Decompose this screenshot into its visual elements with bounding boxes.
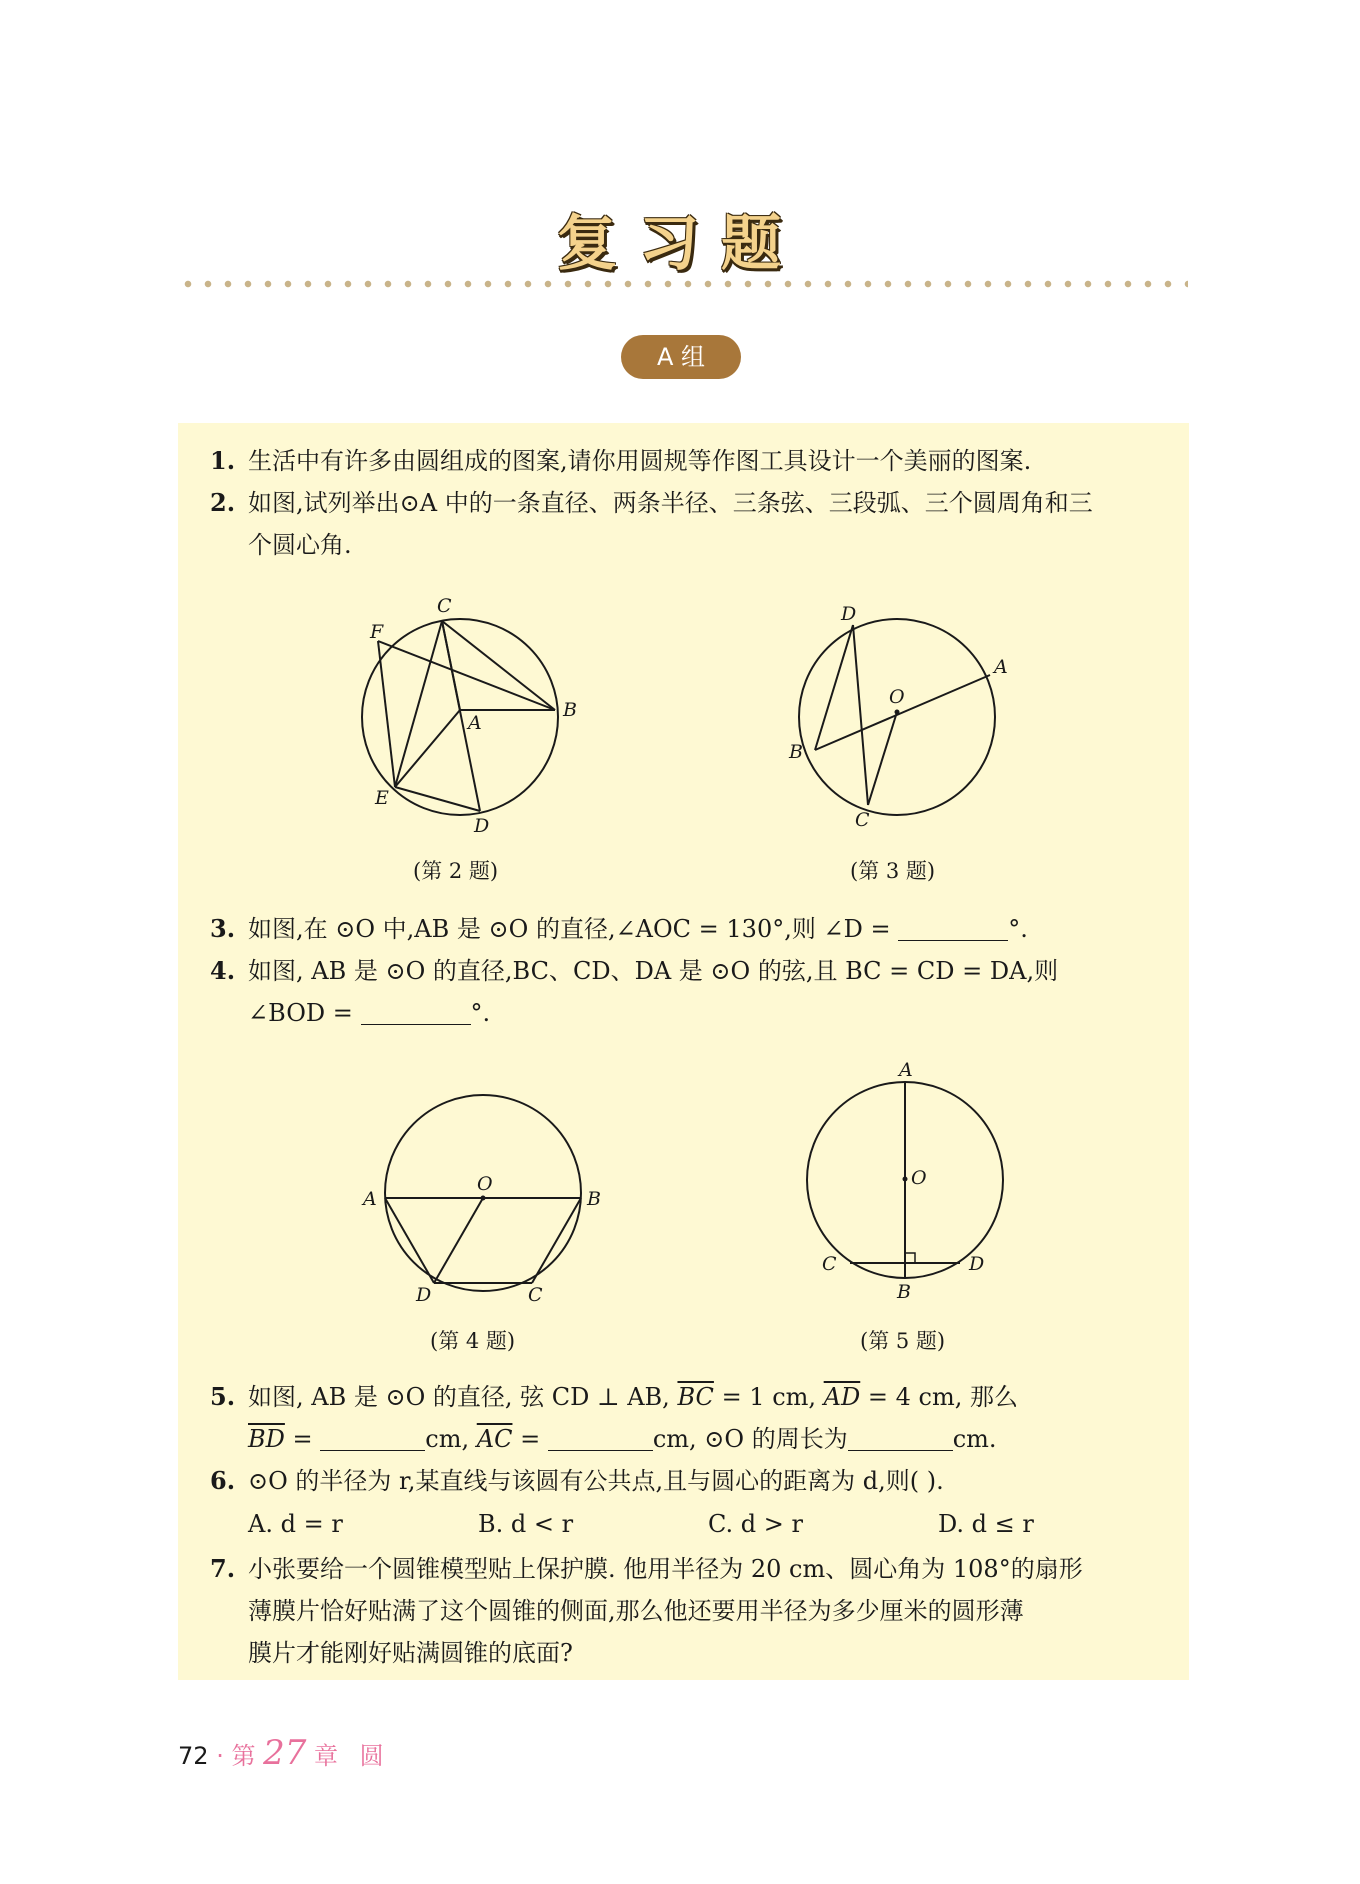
question-text-line2: 个圆心角. — [248, 531, 352, 559]
option-b[interactable]: B. d < r — [478, 1510, 574, 1538]
answer-blank[interactable] — [320, 1424, 425, 1451]
point-label: A — [468, 712, 482, 734]
center-point — [903, 1177, 908, 1182]
figure-5-caption: (第 5 题) — [860, 1329, 946, 1353]
answer-blank[interactable] — [848, 1424, 953, 1451]
answer-blank[interactable] — [548, 1424, 653, 1451]
question-text-line2: ∠BOD = — [248, 999, 353, 1027]
figure-3-caption: (第 3 题) — [850, 859, 936, 883]
question-suffix: °. — [1008, 915, 1028, 943]
question-text-line1: 如图,试列举出⊙A 中的一条直径、两条半径、三条弦、三段弧、三个圆周角和三 — [248, 489, 1093, 517]
arc-ad: $\overline{AD}$ — [823, 1383, 861, 1411]
figure-4-diagram — [355, 1085, 615, 1310]
question-number: 5. — [210, 1382, 236, 1411]
question-3 — [210, 908, 1170, 950]
question-text: 如图,在 ⊙O 中,AB 是 ⊙O 的直径,∠AOC = 130°,则 ∠D = — [248, 915, 891, 943]
figure-3-lines — [815, 625, 990, 805]
chapter-number: 27 — [263, 1733, 307, 1773]
point-label: D — [969, 1253, 985, 1275]
question-number: 3. — [210, 914, 236, 943]
point-label: D — [416, 1284, 432, 1306]
figure-4-caption: (第 4 题) — [430, 1329, 516, 1353]
point-label: C — [528, 1284, 543, 1306]
chapter-suffix: 章 — [314, 1742, 339, 1770]
page-title: 复习题 — [557, 209, 803, 279]
question-text: 生活中有许多由圆组成的图案,请你用圆规等作图工具设计一个美丽的图案. — [248, 447, 1032, 475]
question-text-line1: 如图, AB 是 ⊙O 的直径, 弦 CD ⊥ AB, — [248, 1383, 670, 1411]
point-label: C — [822, 1253, 837, 1275]
page-footer — [178, 1733, 384, 1773]
question-5 — [210, 1376, 1170, 1460]
question-number: 6. — [210, 1466, 236, 1495]
point-label: O — [477, 1173, 493, 1195]
question-text: = 1 cm, — [721, 1383, 817, 1411]
figure-5-diagram — [805, 1055, 1030, 1310]
question-text-line1: 如图, AB 是 ⊙O 的直径,BC、CD、DA 是 ⊙O 的弦,且 BC = CD = DA,则 — [248, 957, 1059, 985]
dotted-divider — [178, 280, 1188, 288]
point-label: B — [587, 1188, 601, 1210]
answer-blank[interactable] — [361, 998, 471, 1025]
arc-ac: $\overline{AC}$ — [476, 1425, 513, 1453]
question-number: 7. — [210, 1554, 236, 1583]
question-6 — [210, 1460, 1170, 1502]
question-text: ⊙O 的半径为 r,某直线与该圆有公共点,且与圆心的距离为 d,则( ). — [248, 1467, 944, 1495]
arc-bc: $\overline{BC}$ — [677, 1383, 714, 1411]
question-text-line2: 薄膜片恰好贴满了这个圆锥的侧面,那么他还要用半径为多少厘米的圆形薄 — [248, 1597, 1024, 1625]
point-label: A — [994, 656, 1008, 678]
question-2 — [210, 482, 1170, 566]
point-label: O — [911, 1167, 927, 1189]
point-label: C — [437, 595, 452, 617]
figure-3-diagram — [785, 600, 1015, 835]
arc-bd: $\overline{BD}$ — [248, 1425, 285, 1453]
question-text-line3: 膜片才能刚好贴满圆锥的底面? — [248, 1639, 573, 1667]
figure-2-lines — [378, 621, 555, 811]
circle — [799, 619, 995, 815]
point-label: A — [363, 1188, 377, 1210]
question-text: = — [520, 1425, 541, 1453]
circle — [362, 619, 558, 815]
option-a[interactable]: A. d = r — [248, 1510, 343, 1538]
question-text: cm. — [952, 1425, 997, 1453]
point-label: B — [563, 699, 577, 721]
point-label: F — [370, 621, 384, 643]
question-text: cm, ⊙O 的周长为 — [652, 1425, 848, 1453]
question-number: 1. — [210, 446, 236, 475]
chapter-prefix: 第 — [231, 1742, 256, 1770]
point-label: B — [789, 741, 803, 763]
point-label: E — [375, 787, 389, 809]
option-c[interactable]: C. d > r — [708, 1510, 803, 1538]
question-text: = — [292, 1425, 313, 1453]
figure-2-diagram — [355, 590, 575, 840]
question-text-line1: 小张要给一个圆锥模型贴上保护膜. 他用半径为 20 cm、圆心角为 108°的扇形 — [248, 1555, 1083, 1583]
question-number: 4. — [210, 956, 236, 985]
question-text: = 4 cm, 那么 — [867, 1383, 1018, 1411]
question-1 — [210, 440, 1170, 482]
point-label: O — [889, 686, 905, 708]
footer-separator: · — [216, 1742, 224, 1770]
center-point — [895, 710, 900, 715]
point-label: C — [855, 809, 870, 831]
question-4 — [210, 950, 1170, 1034]
group-badge: A 组 — [621, 335, 741, 379]
figure-2-caption: (第 2 题) — [413, 859, 499, 883]
center-point — [481, 1196, 486, 1201]
point-label: D — [841, 603, 857, 625]
page-number: 72 — [178, 1742, 209, 1770]
question-text: cm, — [425, 1425, 470, 1453]
point-label: D — [474, 815, 490, 837]
point-label: A — [899, 1059, 913, 1081]
question-suffix: °. — [470, 999, 491, 1027]
question-number: 2. — [210, 488, 236, 517]
answer-blank[interactable] — [898, 914, 1008, 941]
chapter-title: 圆 — [359, 1742, 384, 1770]
option-d[interactable]: D. d ≤ r — [938, 1510, 1034, 1538]
point-label: B — [897, 1281, 911, 1303]
figure-4-lines — [385, 1198, 581, 1283]
question-7 — [210, 1548, 1170, 1674]
